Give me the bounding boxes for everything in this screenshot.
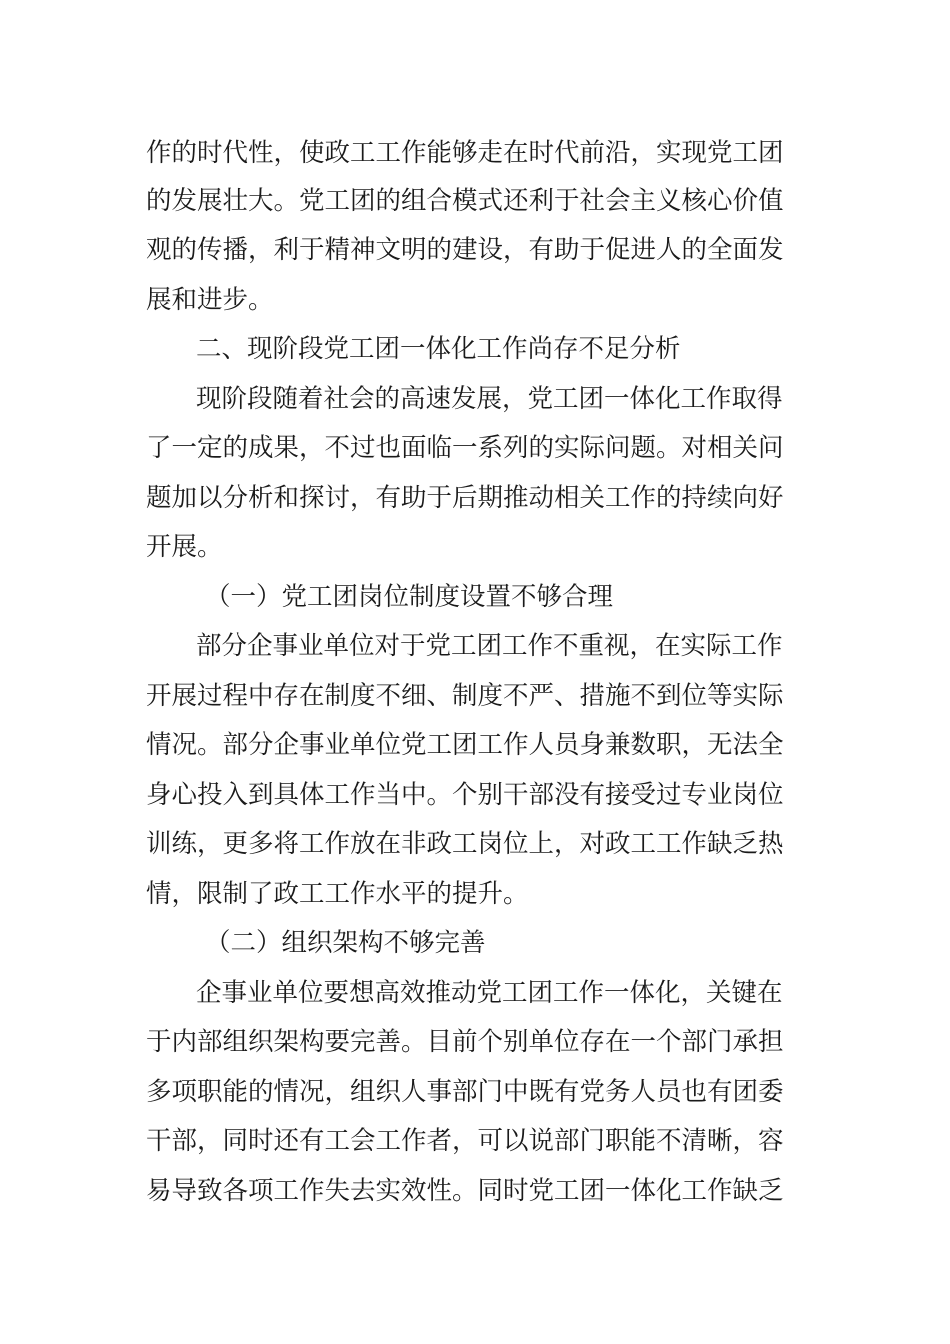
body-text-line: 情，限制了政工工作水平的提升。: [146, 879, 529, 909]
body-text-line: 训练，更多将工作放在非政工岗位上，对政工工作缺乏热: [146, 829, 784, 859]
paragraph-first-line: 企事业单位要想高效推动党工团工作一体化，关键在: [196, 978, 783, 1008]
body-text-line: 干部，同时还有工会工作者，可以说部门职能不清晰，容: [146, 1126, 784, 1156]
body-text-line: 观的传播，利于精神文明的建设，有助于促进人的全面发: [146, 235, 784, 265]
body-text-line: 开展。: [146, 532, 223, 562]
body-text-line: 作的时代性，使政工工作能够走在时代前沿，实现党工团: [146, 138, 784, 168]
body-text-line: 了一定的成果，不过也面临一系列的实际问题。对相关问: [146, 433, 784, 463]
paragraph-first-line: 部分企事业单位对于党工团工作不重视，在实际工作: [196, 631, 783, 661]
body-text-line: 于内部组织架构要完善。目前个别单位存在一个部门承担: [146, 1027, 784, 1057]
body-text-line: 开展过程中存在制度不细、制度不严、措施不到位等实际: [146, 681, 784, 711]
subsection-heading: （一）党工团岗位制度设置不够合理: [205, 582, 614, 612]
body-text-line: 题加以分析和探讨，有助于后期推动相关工作的持续向好: [146, 483, 784, 513]
section-heading: 二、现阶段党工团一体化工作尚存不足分析: [196, 334, 681, 364]
body-text-line: 展和进步。: [146, 285, 274, 315]
body-text-line: 多项职能的情况，组织人事部门中既有党务人员也有团委: [146, 1077, 784, 1107]
body-text-line: 身心投入到具体工作当中。个别干部没有接受过专业岗位: [146, 780, 784, 810]
paragraph-first-line: 现阶段随着社会的高速发展，党工团一体化工作取得: [196, 384, 783, 414]
body-text-line: 情况。部分企事业单位党工团工作人员身兼数职，无法全: [146, 730, 784, 760]
subsection-heading: （二）组织架构不够完善: [205, 928, 486, 958]
body-text-line: 的发展壮大。党工团的组合模式还利于社会主义核心价值: [146, 186, 784, 216]
body-text-line: 易导致各项工作失去实效性。同时党工团一体化工作缺乏: [146, 1176, 784, 1206]
